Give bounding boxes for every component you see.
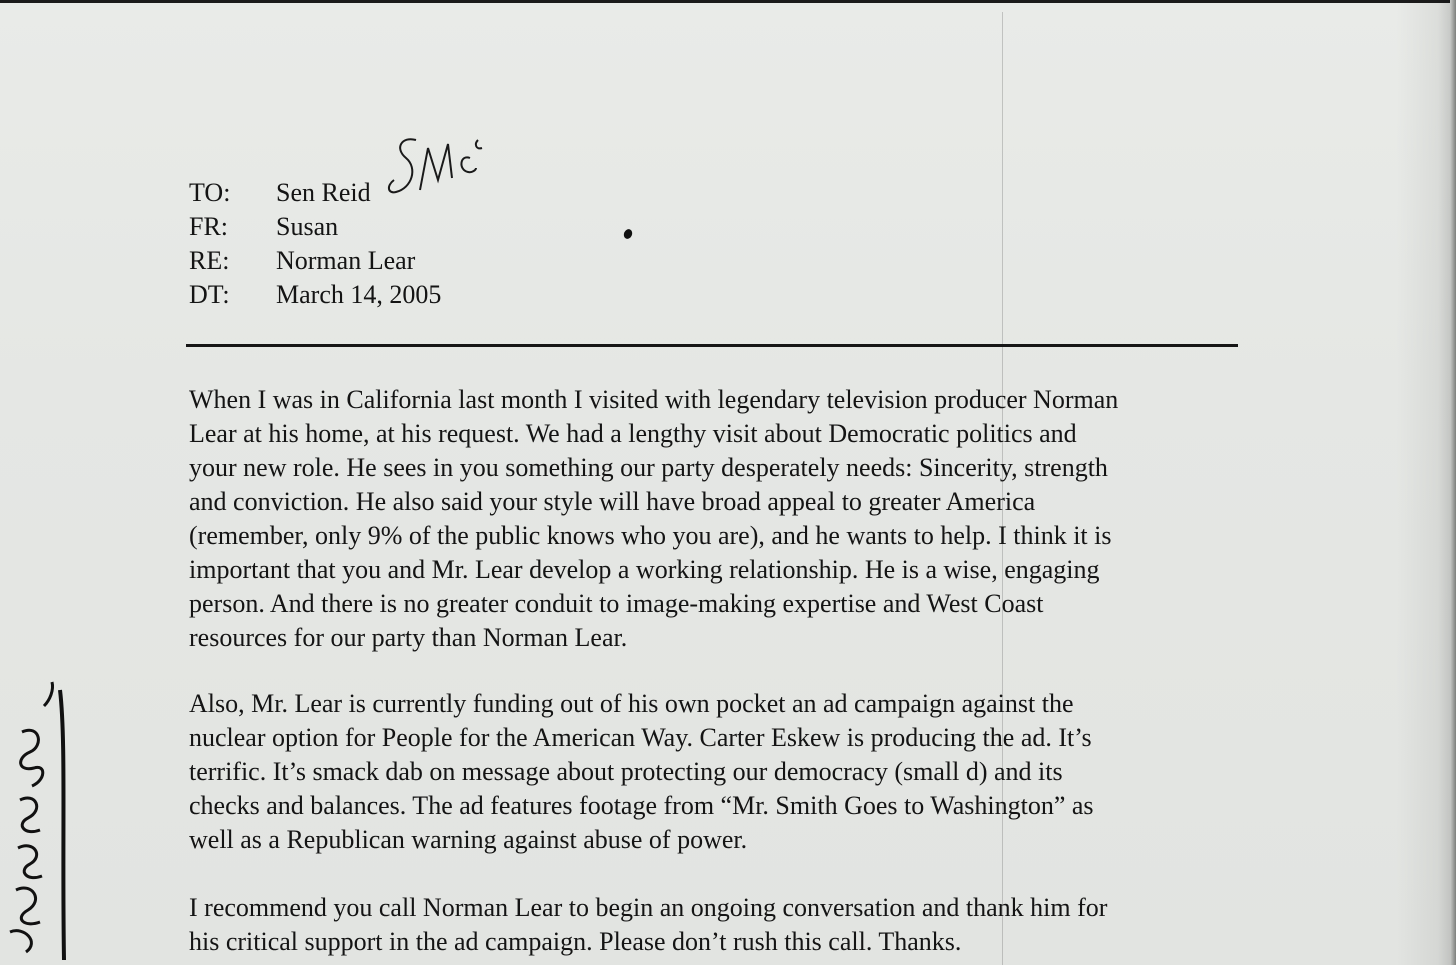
- paragraph-line: person. And there is no greater conduit to image-making expertise and West Coast: [189, 589, 1044, 618]
- paragraph-line: terrific. It’s smack dab on message about protecting our democracy (small d) and its: [189, 757, 1063, 786]
- paragraph-1: [189, 383, 1249, 655]
- paragraph-line: well as a Republican warning against abuse of power.: [189, 825, 748, 854]
- page-right-edge: [1450, 0, 1456, 965]
- header-row-from: [189, 210, 441, 244]
- header-value-date: March 14, 2005: [276, 280, 442, 309]
- page-right-shadow: [1396, 0, 1456, 965]
- header-divider: [186, 344, 1238, 347]
- paragraph-line: checks and balances. The ad features footage from “Mr. Smith Goes to Washington” as: [189, 791, 1094, 820]
- header-value-from: Susan: [276, 212, 339, 241]
- header-row-re: [189, 244, 441, 278]
- paragraph-line: (remember, only 9% of the public knows who you are), and he wants to help. I think it is: [189, 521, 1112, 550]
- paragraph-line: his critical support in the ad campaign. Please don’t rush this call. Thanks.: [189, 927, 962, 956]
- paragraph-line: Lear at his home, at his request. We had a lengthy visit about Democratic politics and: [189, 419, 1077, 448]
- paragraph-line: Also, Mr. Lear is currently funding out of his own pocket an ad campaign against the: [189, 689, 1074, 718]
- paragraph-line: nuclear option for People for the American Way. Carter Eskew is producing the ad. It’s: [189, 723, 1092, 752]
- paragraph-2: [189, 687, 1249, 857]
- paragraph-line: your new role. He sees in you something our party desperately needs: Sincerity, strength: [189, 453, 1108, 482]
- paragraph-line: important that you and Mr. Lear develop a working relationship. He is a wise, engaging: [189, 555, 1100, 584]
- paragraph-line: and conviction. He also said your style will have broad appeal to greater America: [189, 487, 1036, 516]
- header-label-to: TO:: [189, 178, 231, 207]
- paragraph-line: resources for our party than Norman Lear.: [189, 623, 628, 652]
- paragraph-line: When I was in California last month I visited with legendary television producer Norman: [189, 385, 1119, 414]
- header-label-re: RE:: [189, 246, 230, 275]
- header-label-from: FR:: [189, 212, 229, 241]
- header-label-date: DT:: [189, 280, 230, 309]
- paragraph-3: [189, 891, 1249, 959]
- handwritten-initials: [372, 118, 502, 208]
- header-value-to: Sen Reid: [276, 178, 371, 207]
- header-row-date: [189, 278, 441, 312]
- ink-speck: [622, 228, 633, 240]
- margin-handwritten-note: [0, 660, 80, 965]
- header-value-re: Norman Lear: [276, 246, 416, 275]
- page-top-edge: [0, 0, 1456, 3]
- paragraph-line: I recommend you call Norman Lear to begin an ongoing conversation and thank him for: [189, 893, 1108, 922]
